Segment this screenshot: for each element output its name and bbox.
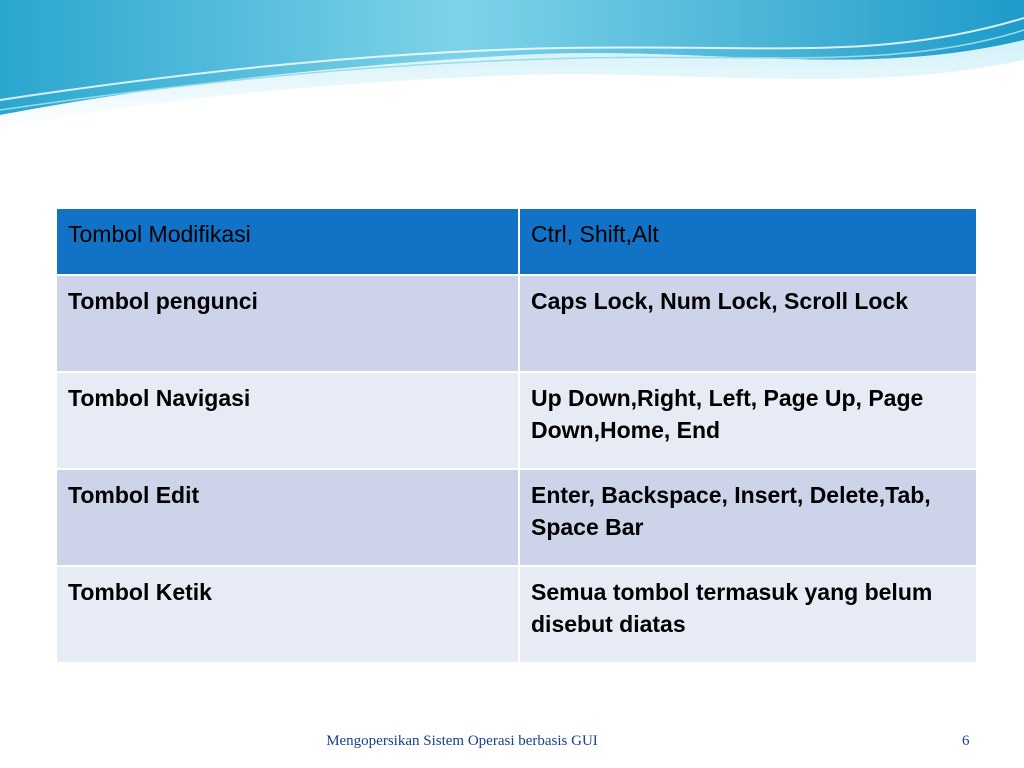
table-row (56, 469, 977, 566)
table-cell: Enter, Backspace, Insert, Delete,Tab, Space Bar (519, 469, 977, 566)
table-cell: Semua tombol termasuk yang belum disebut diatas (519, 566, 977, 663)
table-cell: Ctrl, Shift,Alt (519, 208, 977, 275)
table-cell: Tombol Modifikasi (56, 208, 519, 275)
slide-page-number: 6 (962, 733, 970, 749)
keys-table-container (55, 207, 978, 664)
keyboard-keys-table (55, 207, 978, 664)
decorative-wave-banner (0, 0, 1024, 130)
table-row (56, 372, 977, 469)
table-row (56, 566, 977, 663)
table-cell: Tombol Edit (56, 469, 519, 566)
table-cell: Up Down,Right, Left, Page Up, Page Down,Home, End (519, 372, 977, 469)
table-cell: Tombol pengunci (56, 275, 519, 372)
table-header-row (56, 208, 977, 275)
table-row (56, 275, 977, 372)
slide-footer-text: Mengopersikan Sistem Operasi berbasis GUI (326, 733, 598, 749)
table-cell: Tombol Ketik (56, 566, 519, 663)
table-cell: Tombol Navigasi (56, 372, 519, 469)
table-cell: Caps Lock, Num Lock, Scroll Lock (519, 275, 977, 372)
